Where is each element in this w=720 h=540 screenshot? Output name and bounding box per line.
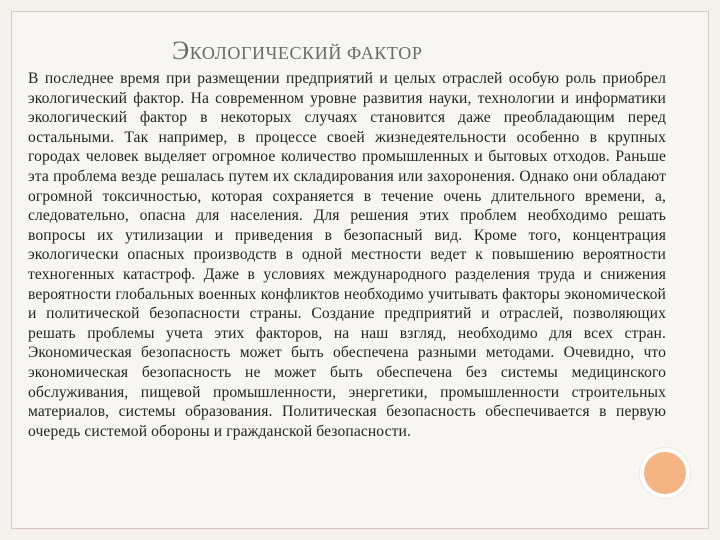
decorative-circle-icon xyxy=(640,448,690,498)
slide-title-initial: Э xyxy=(172,36,190,65)
slide-title-rest: КОЛОГИЧЕСКИЙ ФАКТОР xyxy=(189,43,423,63)
slide-body-text: В последнее время при размещении предприятий и целых отраслей особую роль приобрел экологический фактор. На современном уровне развития науки, технологии и информатики экологический фактор в некоторых случаях становится даже преобладающим перед остальными. Так например, в процессе своей жизнедеятельности особенно в крупных городах человек выделяет огромное количество промышленных и бытовых отходов. Раньше эта проблема везде решалась путем их складирования или захоронения. Однако они обладают огромной токсичностью, которая сохраняется в течение очень длительного времени, а, следовательно, опасна для населения. Для решения этих проблем необходимо решать вопросы их утилизации и приведения в безопасный вид. Кроме того, концентрация экологически опасных производств в одной местности ведет к повышению вероятности техногенных катастроф. Даже в условиях международного разделения труда и снижения вероятности глобальных военных конфликтов необходимо учитывать факторы экономической и политической безопасности страны. Создание предприятий и отраслей, позволяющих решать проблемы учета этих факторов, на наш взгляд, необходимо для всех стран. Экономическая безопасность может быть обеспечена разными методами. Очевидно, что экономическая безопасность не может быть обеспечена без системы медицинского обслуживания, пищевой промышленности, энергетики, промышленности строительных материалов, системы образования. Политическая безопасность обеспечивается в первую очередь системой обороны и гражданской безопасности. xyxy=(28,70,666,440)
slide-title xyxy=(172,36,423,66)
